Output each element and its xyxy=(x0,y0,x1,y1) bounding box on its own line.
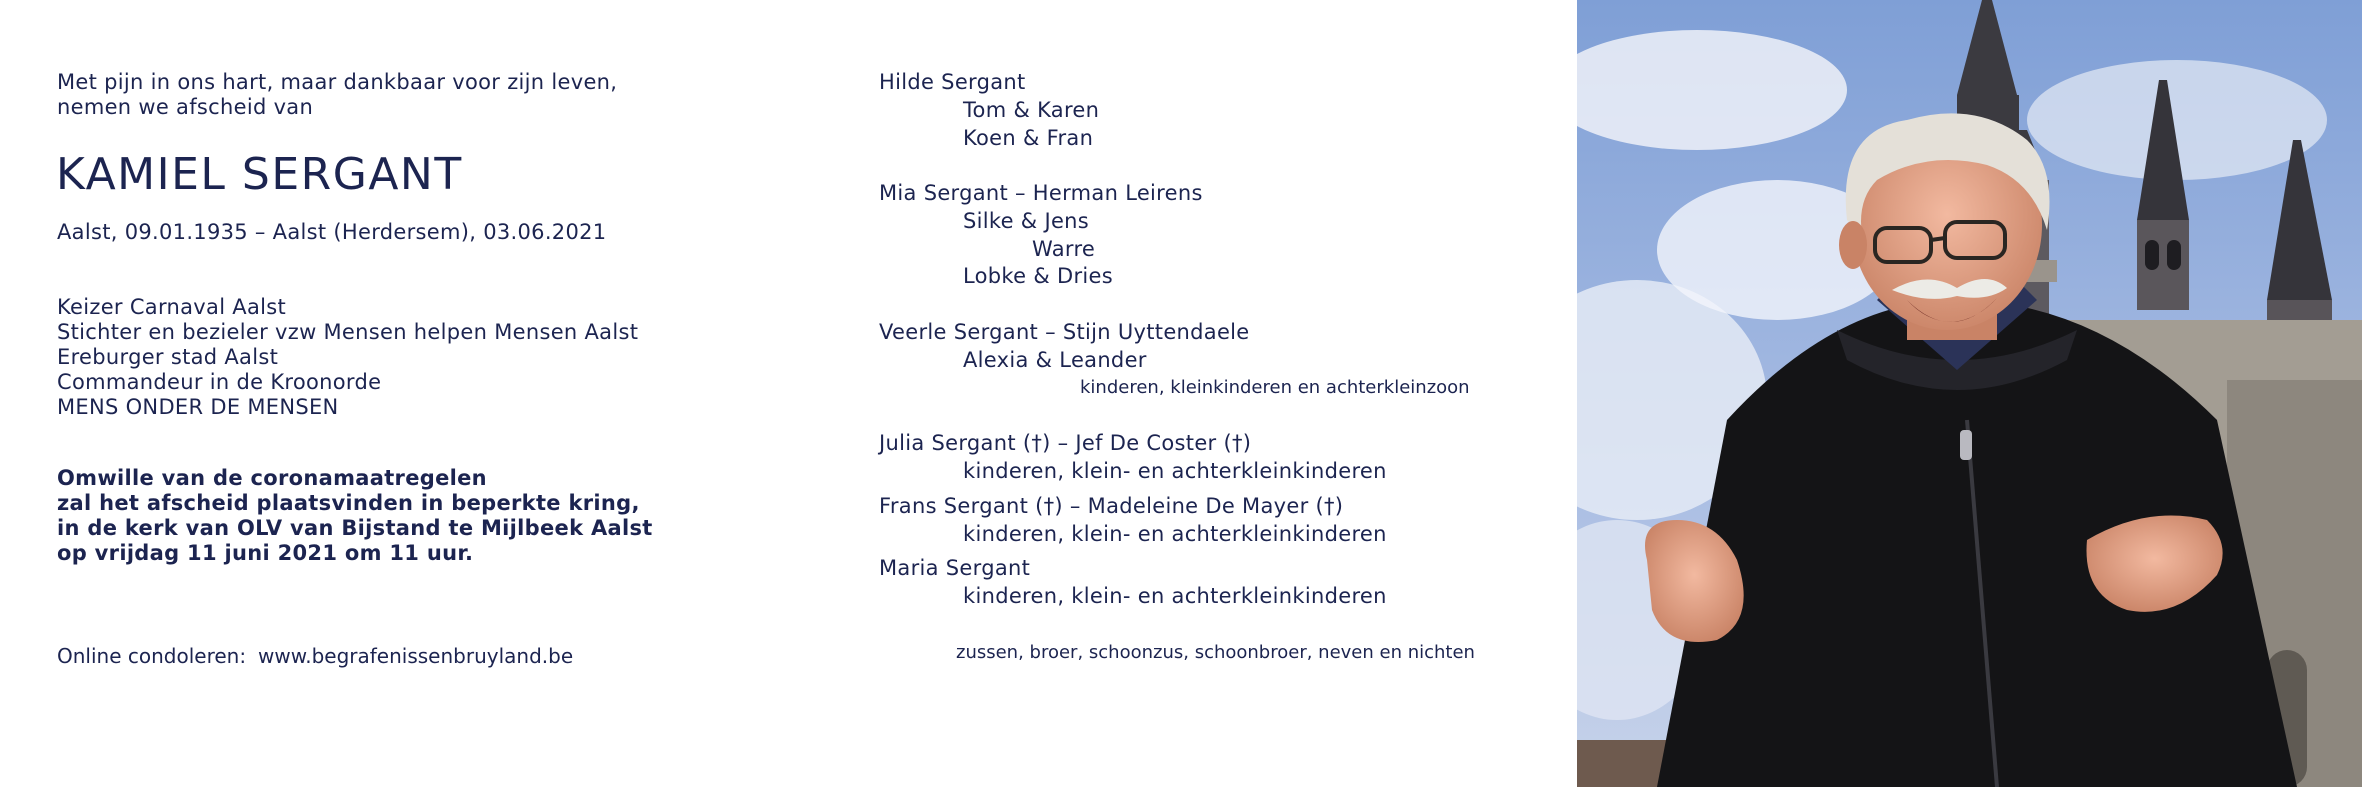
family-julia-desc: kinderen, klein- en achterkleinkinderen xyxy=(963,459,1387,483)
intro-line-1: Met pijn in ons hart, maar dankbaar voor zijn leven, xyxy=(57,70,618,94)
family-maria: Maria Sergant xyxy=(879,556,1031,580)
family-maria-desc: kinderen, klein- en achterkleinkinderen xyxy=(963,584,1387,608)
deceased-name: KAMIEL SERGANT xyxy=(56,149,463,200)
family-veerle-child: Alexia & Leander xyxy=(963,348,1147,372)
title-4: Commandeur in de Kroonorde xyxy=(57,370,382,394)
notice-line-3: in de kerk van OLV van Bijstand te Mijlbeek Aalst xyxy=(57,516,653,540)
portrait-photo xyxy=(1577,0,2362,787)
title-5: MENS ONDER DE MENSEN xyxy=(57,395,339,419)
family-mia-grandchild: Warre xyxy=(1032,237,1096,261)
notice-line-4: op vrijdag 11 juni 2021 om 11 uur. xyxy=(57,541,474,565)
family-mia-child-2: Lobke & Dries xyxy=(963,264,1113,288)
notice-line-1: Omwille van de coronamaatregelen xyxy=(57,466,487,490)
family-frans: Frans Sergant (†) – Madeleine De Mayer (†) xyxy=(879,494,1344,518)
family-hilde: Hilde Sergant xyxy=(879,70,1026,94)
family-mia-child-1: Silke & Jens xyxy=(963,209,1090,233)
title-3: Ereburger stad Aalst xyxy=(57,345,279,369)
condolence-label: Online condoleren: xyxy=(57,644,247,668)
family-julia: Julia Sergant (†) – Jef De Coster (†) xyxy=(879,431,1252,455)
family-frans-desc: kinderen, klein- en achterkleinkinderen xyxy=(963,522,1387,546)
family-mia: Mia Sergant – Herman Leirens xyxy=(879,181,1203,205)
title-2: Stichter en bezieler vzw Mensen helpen Mensen Aalst xyxy=(57,320,639,344)
condolence-link[interactable]: www.begrafenissenbruyland.be xyxy=(258,644,574,668)
intro-line-2: nemen we afscheid van xyxy=(57,95,314,119)
family-veerle: Veerle Sergant – Stijn Uyttendaele xyxy=(879,320,1250,344)
family-veerle-note: kinderen, kleinkinderen en achterkleinzoon xyxy=(1080,377,1470,398)
title-1: Keizer Carnaval Aalst xyxy=(57,295,287,319)
family-hilde-child-2: Koen & Fran xyxy=(963,126,1094,150)
family-hilde-child-1: Tom & Karen xyxy=(963,98,1100,122)
deceased-dates: Aalst, 09.01.1935 – Aalst (Herdersem), 03.06.2021 xyxy=(57,220,607,244)
notice-line-2: zal het afscheid plaatsvinden in beperkte kring, xyxy=(57,491,640,515)
family-closing: zussen, broer, schoonzus, schoonbroer, neven en nichten xyxy=(956,642,1475,663)
